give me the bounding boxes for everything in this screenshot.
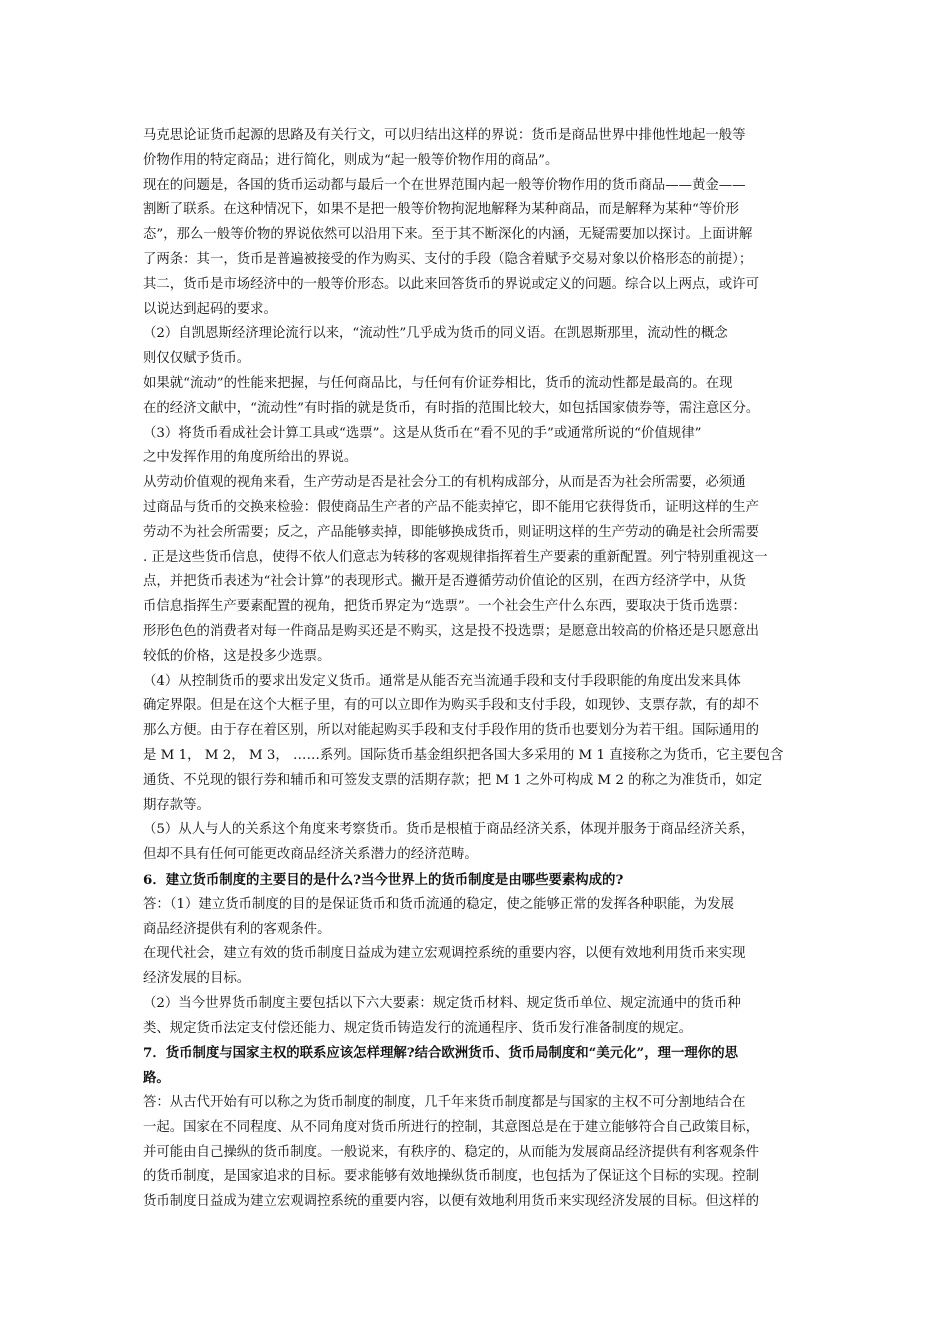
paragraph (143, 422, 813, 472)
text-line: 形形色色的消费者对每一件商品是购买还是不购买，这是投不投选票；是愿意出较高的价格还是只愿意出 (143, 623, 759, 639)
text-line: （2）自凯恩斯经济理论流行以来，“流动性”几乎成为货币的同义语。在凯恩斯那里，流动性的概念 (143, 326, 728, 342)
question-heading (143, 868, 813, 893)
text-line: 6．建立货币制度的主要目的是什么?当今世界上的货币制度是由哪些要素构成的? (143, 871, 624, 888)
text-line: 的货币制度，是国家追求的目标。要求能够有效地操纵货币制度，也包括为了保证这个目标的实现。控制 (143, 1169, 759, 1185)
text-line: 如果就“流动”的性能来把握，与任何商品比，与任何有价证券相比，货币的流动性都是最高的。在现 (143, 375, 733, 391)
text-line: 经济发展的目标。 (143, 971, 251, 987)
text-line: 其二，货币是市场经济中的一般等价形态。以此来回答货币的界说或定义的问题。综合以上两点，或许可 (143, 276, 759, 292)
paragraph (143, 322, 813, 372)
text-line: 之中发挥作用的角度所给出的界说。 (143, 450, 358, 466)
text-line: 以说达到起码的要求。 (143, 301, 277, 317)
text-line: 期存款等。 (143, 797, 210, 813)
text-line: 是 M 1， M 2， M 3， ……系列。国际货币基金组织把各国大多采用的 M 1 直接称之为货币，它主要包含 (143, 747, 784, 763)
paragraph (143, 174, 813, 323)
text-line: 较低的价格，这是投多少选票。 (143, 648, 331, 664)
text-line: （5）从人与人的关系这个角度来考察货币。货币是根植于商品经济关系，体现并服务于商品经济关系， (143, 822, 755, 838)
text-line: 马克思论证货币起源的思路及有关行文，可以归结出这样的界说：货币是商品世界中排他性地起一般等 (143, 128, 746, 143)
text-line: 7．货币制度与国家主权的联系应该怎样理解?结合欧洲货币、货币局制度和“美元化”，理一理你的思 (143, 1045, 738, 1062)
paragraph (143, 992, 813, 1042)
text-line: 了两条：其一，货币是普遍被接受的作为购买、支付的手段（隐含着赋予交易对象以价格形态的前提）； (143, 251, 753, 267)
text-line: （3）将货币看成社会计算工具或“选票”。这是从货币在“看不见的手”或通常所说的“价值规律” (143, 425, 702, 441)
text-line: 答：从古代开始有可以称之为货币制度的制度，几千年来货币制度都是与国家的主权不可分割地结合在 (143, 1095, 746, 1111)
text-line: 劳动不为社会所需要；反之，产品能够卖掉，即能够换成货币，则证明这样的生产劳动的确是社会所需要 (143, 524, 759, 540)
paragraph (143, 942, 813, 992)
paragraph (143, 893, 813, 943)
text-line: 则仅仅赋予货币。 (143, 351, 251, 367)
paragraph (143, 124, 813, 174)
text-line: （2）当今世界货币制度主要包括以下六大要素：规定货币材料、规定货币单位、规定流通中的货币种 (143, 995, 741, 1011)
text-line: 类、规定货币法定支付偿还能力、规定货币铸造发行的流通程序、货币发行准备制度的规定。 (143, 1020, 693, 1036)
text-line: 商品经济提供有利的客观条件。 (143, 921, 331, 937)
text-line: 从劳动价值观的视角来看，生产劳动是否是社会分工的有机构成部分，从而是否为社会所需要，必须通 (143, 475, 746, 491)
text-line: 割断了联系。在这种情况下，如果不是把一般等价物拘泥地解释为某种商品，而是解释为某种“等价形 (143, 202, 740, 218)
text-line: 价物作用的特定商品；进行简化，则成为“起一般等价物作用的商品”。 (143, 152, 559, 168)
text-line: 路。 (143, 1070, 170, 1087)
text-line: 过商品与货币的交换来检验：假使商品生产者的产品不能卖掉它，即不能用它获得货币，证明这样的生产 (143, 499, 759, 515)
text-line: 但却不具有任何可能更改商品经济关系潜力的经济范畴。 (143, 847, 478, 863)
paragraph (143, 670, 813, 819)
paragraph (143, 372, 813, 422)
text-line: 一起。国家在不同程度、从不同角度对货币所进行的控制，其意图总是在于建立能够符合自己政策目标， (143, 1119, 759, 1135)
text-line: 那么方便。由于存在着区别，所以对能起购买手段和支付手段作用的货币也要划分为若干组。国际通用的 (143, 723, 759, 739)
text-line: （4）从控制货币的要求出发定义货币。通常是从能否充当流通手段和支付手段职能的角度出发来具体 (143, 673, 741, 689)
text-line: 答：（1）建立货币制度的目的是保证货币和货币流通的稳定，使之能够正常的发挥各种职能，为发展 (143, 896, 735, 912)
text-line: 并可能由自己操纵的货币制度。一般说来，有秩序的、稳定的，从而能为发展商品经济提供有利客观条件 (143, 1144, 759, 1160)
text-line: 点，并把货币表述为“社会计算”的表现形式。撇开是否遵循劳动价值论的区别，在西方经济学中，从货 (143, 574, 746, 590)
document-body (143, 124, 813, 1215)
text-line: 货币制度日益成为建立宏观调控系统的重要内容，以便有效地利用货币来实现经济发展的目标。但这样的 (143, 1194, 759, 1210)
text-line: . 正是这些货币信息，使得不依人们意志为转移的客观规律指挥着生产要素的重新配置。列宁特别重视这一 (143, 549, 768, 565)
text-line: 在现代社会，建立有效的货币制度日益成为建立宏观调控系统的重要内容，以便有效地利用货币来实现 (143, 946, 746, 962)
paragraph (143, 471, 813, 669)
paragraph (143, 1091, 813, 1215)
text-line: 态”，那么一般等价物的界说依然可以沿用下来。至于其不断深化的内涵，无疑需要加以探讨。上面讲解 (143, 227, 753, 243)
text-line: 通货、不兑现的银行券和辅币和可签发支票的活期存款；把 M 1 之外可构成 M 2 的称之为准货币，如定 (143, 772, 763, 788)
text-line: 现在的问题是，各国的货币运动都与最后一个在世界范围内起一般等价物作用的货币商品——黄金—— (143, 177, 746, 193)
paragraph (143, 818, 813, 868)
text-line: 在的经济文献中，“流动性”有时指的就是货币，有时指的范围比较大，如包括国家债券等，需注意区分。 (143, 400, 760, 416)
text-line: 币信息指挥生产要素配置的视角，把货币界定为“选票”。一个社会生产什么东西，要取决于货币选票： (143, 599, 746, 615)
text-line: 确定界限。但是在这个大框子里，有的可以立即作为购买手段和支付手段，如现钞、支票存款，有的却不 (143, 698, 759, 714)
question-heading (143, 1041, 813, 1091)
